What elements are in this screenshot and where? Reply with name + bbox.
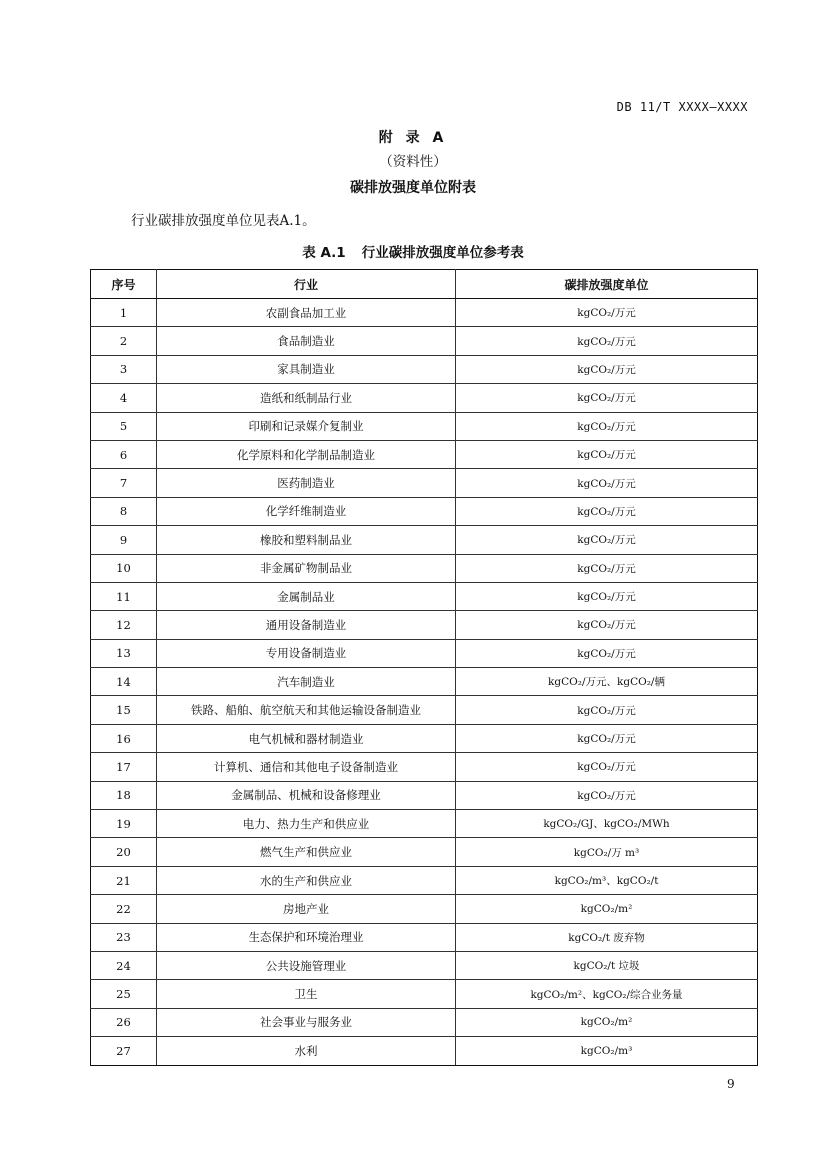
cell-industry: 生态保护和环境治理业 (157, 923, 456, 951)
cell-industry: 金属制品业 (157, 582, 456, 610)
table-row (91, 554, 758, 582)
cell-index: 3 (91, 355, 157, 383)
cell-industry: 通用设备制造业 (157, 611, 456, 639)
cell-index: 27 (91, 1037, 157, 1065)
carbon-intensity-table (90, 269, 758, 1066)
cell-industry: 卫生 (157, 980, 456, 1008)
table-row (91, 923, 758, 951)
cell-industry: 橡胶和塑料制品业 (157, 526, 456, 554)
table-row (91, 327, 758, 355)
cell-unit: kgCO₂/万元 (456, 753, 758, 781)
cell-index: 4 (91, 384, 157, 412)
cell-index: 18 (91, 781, 157, 809)
table-row (91, 384, 758, 412)
cell-industry: 房地产业 (157, 895, 456, 923)
cell-index: 13 (91, 639, 157, 667)
cell-unit: kgCO₂/万元 (456, 724, 758, 752)
cell-unit: kgCO₂/t 垃圾 (456, 951, 758, 979)
cell-industry: 电力、热力生产和供应业 (157, 810, 456, 838)
table-row (91, 980, 758, 1008)
table-body (91, 299, 758, 1066)
cell-industry: 社会事业与服务业 (157, 1008, 456, 1036)
appendix-heading: 碳排放强度单位附表 (350, 180, 476, 196)
cell-industry: 食品制造业 (157, 327, 456, 355)
cell-unit: kgCO₂/m³ (456, 1037, 758, 1065)
cell-industry: 家具制造业 (157, 355, 456, 383)
cell-industry: 铁路、船舶、航空航天和其他运输设备制造业 (157, 696, 456, 724)
column-header-index: 序号 (91, 270, 157, 299)
cell-unit: kgCO₂/万元 (456, 469, 758, 497)
cell-unit: kgCO₂/万元、kgCO₂/辆 (456, 668, 758, 696)
cell-unit: kgCO₂/万元 (456, 611, 758, 639)
cell-industry: 医药制造业 (157, 469, 456, 497)
cell-unit: kgCO₂/万元 (456, 384, 758, 412)
cell-industry: 水的生产和供应业 (157, 866, 456, 894)
cell-unit: kgCO₂/万元 (456, 327, 758, 355)
table-row (91, 696, 758, 724)
table-row (91, 724, 758, 752)
cell-index: 10 (91, 554, 157, 582)
cell-industry: 电气机械和器材制造业 (157, 724, 456, 752)
cell-industry: 农副食品加工业 (157, 299, 456, 327)
cell-industry: 公共设施管理业 (157, 951, 456, 979)
page-number: 9 (727, 1077, 735, 1091)
table-row (91, 440, 758, 468)
cell-industry: 金属制品、机械和设备修理业 (157, 781, 456, 809)
cell-industry: 非金属矿物制品业 (157, 554, 456, 582)
cell-index: 12 (91, 611, 157, 639)
table-row (91, 895, 758, 923)
cell-index: 16 (91, 724, 157, 752)
cell-index: 9 (91, 526, 157, 554)
table-row (91, 469, 758, 497)
cell-index: 15 (91, 696, 157, 724)
appendix-title: 附 录 A (378, 130, 448, 146)
cell-unit: kgCO₂/万元 (456, 554, 758, 582)
cell-unit: kgCO₂/万元 (456, 440, 758, 468)
cell-unit: kgCO₂/m³、kgCO₂/t (456, 866, 758, 894)
cell-industry: 计算机、通信和其他电子设备制造业 (157, 753, 456, 781)
table-header-row (91, 270, 758, 299)
table-row (91, 866, 758, 894)
appendix-subtitle: （资料性） (379, 154, 447, 170)
cell-industry: 水利 (157, 1037, 456, 1065)
cell-industry: 燃气生产和供应业 (157, 838, 456, 866)
table-row (91, 355, 758, 383)
table-row (91, 582, 758, 610)
cell-index: 6 (91, 440, 157, 468)
cell-industry: 化学纤维制造业 (157, 497, 456, 525)
cell-index: 20 (91, 838, 157, 866)
column-header-industry: 行业 (157, 270, 456, 299)
table-row (91, 412, 758, 440)
cell-unit: kgCO₂/m²、kgCO₂/综合业务量 (456, 980, 758, 1008)
cell-unit: kgCO₂/t 废弃物 (456, 923, 758, 951)
cell-unit: kgCO₂/m² (456, 1008, 758, 1036)
cell-unit: kgCO₂/GJ、kgCO₂/MWh (456, 810, 758, 838)
cell-index: 1 (91, 299, 157, 327)
table-caption-title: 行业碳排放强度单位参考表 (361, 245, 524, 261)
cell-industry: 专用设备制造业 (157, 639, 456, 667)
table-row (91, 838, 758, 866)
cell-index: 11 (91, 582, 157, 610)
table-row (91, 299, 758, 327)
table-row (91, 810, 758, 838)
cell-index: 25 (91, 980, 157, 1008)
cell-unit: kgCO₂/m² (456, 895, 758, 923)
table-row (91, 526, 758, 554)
cell-unit: kgCO₂/万 m³ (456, 838, 758, 866)
cell-unit: kgCO₂/万元 (456, 299, 758, 327)
cell-index: 5 (91, 412, 157, 440)
cell-unit: kgCO₂/万元 (456, 526, 758, 554)
cell-index: 26 (91, 1008, 157, 1036)
cell-unit: kgCO₂/万元 (456, 355, 758, 383)
cell-index: 8 (91, 497, 157, 525)
cell-index: 7 (91, 469, 157, 497)
cell-index: 17 (91, 753, 157, 781)
table-row (91, 668, 758, 696)
intro-paragraph: 行业碳排放强度单位见表A.1。 (131, 213, 316, 229)
column-header-unit: 碳排放强度单位 (456, 270, 758, 299)
cell-index: 24 (91, 951, 157, 979)
cell-industry: 造纸和纸制品行业 (157, 384, 456, 412)
document-number: DB 11/T XXXX—XXXX (616, 100, 748, 114)
table-row (91, 1008, 758, 1036)
table-row (91, 611, 758, 639)
cell-industry: 汽车制造业 (157, 668, 456, 696)
cell-unit: kgCO₂/万元 (456, 497, 758, 525)
cell-unit: kgCO₂/万元 (456, 781, 758, 809)
table-row (91, 1037, 758, 1065)
cell-index: 2 (91, 327, 157, 355)
cell-unit: kgCO₂/万元 (456, 582, 758, 610)
table-caption-number: 表 A.1 (302, 245, 346, 261)
table-caption (0, 241, 826, 261)
table-row (91, 497, 758, 525)
table-row (91, 951, 758, 979)
cell-unit: kgCO₂/万元 (456, 412, 758, 440)
cell-index: 14 (91, 668, 157, 696)
table-row (91, 639, 758, 667)
cell-unit: kgCO₂/万元 (456, 696, 758, 724)
cell-index: 22 (91, 895, 157, 923)
cell-unit: kgCO₂/万元 (456, 639, 758, 667)
cell-industry: 印刷和记录媒介复制业 (157, 412, 456, 440)
cell-industry: 化学原料和化学制品制造业 (157, 440, 456, 468)
cell-index: 21 (91, 866, 157, 894)
table-row (91, 753, 758, 781)
table-row (91, 781, 758, 809)
cell-index: 19 (91, 810, 157, 838)
cell-index: 23 (91, 923, 157, 951)
